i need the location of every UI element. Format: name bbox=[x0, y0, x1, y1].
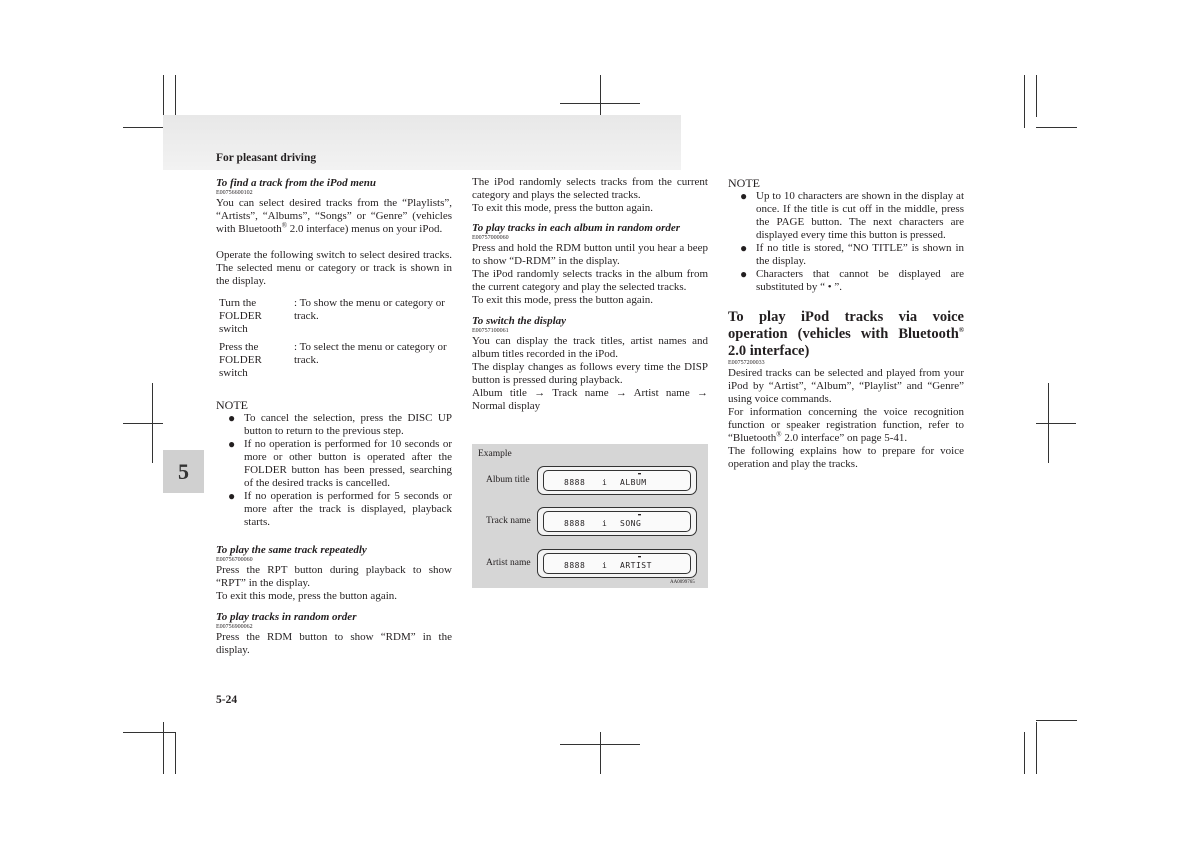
note-item bbox=[728, 242, 964, 268]
ref-code: E00757000060 bbox=[472, 235, 509, 241]
lcd-screen bbox=[543, 511, 691, 532]
lcd-number: 8888 bbox=[564, 519, 586, 528]
note-text: If no operation is performed for 5 seconds or more after the track is displayed, playback starts. bbox=[244, 490, 452, 528]
note-item bbox=[216, 438, 452, 490]
bullet-icon: ● bbox=[228, 489, 236, 503]
heading-album-random: To play tracks in each album in random order bbox=[472, 222, 681, 234]
lcd-value: ARTIST bbox=[620, 561, 652, 570]
switch-result: : To show the menu or category or track. bbox=[294, 297, 445, 322]
text: For information concerning the voice recognition function or speaker registration function, refer to “Bluetooth bbox=[728, 406, 964, 444]
display-label: Track name bbox=[486, 516, 531, 526]
note-title: NOTE bbox=[728, 176, 760, 190]
lcd-indicator-icon: ▬ bbox=[638, 471, 642, 477]
crop-mark bbox=[1036, 722, 1037, 774]
switch-table bbox=[216, 297, 452, 336]
paragraph: To exit this mode, press the button again. bbox=[472, 294, 654, 306]
ref-code: E00757100061 bbox=[472, 328, 509, 334]
crop-mark bbox=[163, 722, 164, 774]
chapter-number: 5 bbox=[178, 458, 189, 484]
lcd-mark: i bbox=[602, 519, 608, 528]
crop-mark bbox=[175, 75, 176, 117]
crop-mark bbox=[1024, 75, 1025, 128]
lcd-screen bbox=[543, 553, 691, 574]
text: To play iPod tracks via voice operation (vehicles with Bluetooth bbox=[728, 309, 964, 342]
ref-code: E00756900062 bbox=[216, 624, 253, 630]
registered-mark: ® bbox=[958, 326, 964, 335]
heading-voice-operation bbox=[728, 309, 964, 360]
right-column bbox=[728, 177, 964, 471]
crop-mark bbox=[600, 732, 601, 774]
paragraph bbox=[728, 406, 964, 445]
paragraph bbox=[216, 197, 452, 236]
crop-mark bbox=[1036, 75, 1037, 117]
display-label: Album title bbox=[486, 475, 530, 485]
paragraph: The following explains how to prepare for voice operation and play the tracks. bbox=[728, 445, 964, 470]
paragraph: Operate the following switch to select desired tracks. The selected menu or category or track is shown in the display. bbox=[216, 249, 452, 287]
paragraph: The display changes as follows every time the DISP button is pressed during playback. bbox=[472, 361, 708, 386]
bullet-icon: ● bbox=[228, 411, 236, 425]
switch-table bbox=[216, 341, 452, 380]
switch-result: : To select the menu or category or track. bbox=[294, 341, 447, 366]
registered-mark: ® bbox=[281, 221, 288, 230]
page-number: 5-24 bbox=[216, 694, 238, 706]
section-title: For pleasant driving bbox=[216, 152, 317, 164]
note-item bbox=[728, 268, 964, 294]
display-label: Artist name bbox=[486, 558, 531, 568]
lcd-indicator-icon: ▬ bbox=[638, 512, 642, 518]
lcd-number: 8888 bbox=[564, 561, 586, 570]
note-item bbox=[216, 490, 452, 529]
crop-mark bbox=[1036, 720, 1077, 721]
text: You can select desired tracks from the “Playlists”, “Artists”, “Albums”, “Songs” or “Genre” (vehicles with Bluetooth bbox=[216, 197, 452, 235]
ref-code: E00757200033 bbox=[728, 360, 765, 366]
chapter-tab bbox=[163, 450, 204, 493]
text: 2.0 interface” on page 5-41. bbox=[781, 432, 908, 444]
bullet-icon: ● bbox=[740, 241, 748, 255]
paragraph: You can display the track titles, artist names and album titles recorded in the iPod. bbox=[472, 335, 708, 360]
lcd-screen bbox=[543, 470, 691, 491]
lcd-value: SONG bbox=[620, 519, 642, 528]
note-title: NOTE bbox=[216, 398, 248, 412]
paragraph: Press the RDM button to show “RDM” in the display. bbox=[216, 631, 452, 656]
crop-mark bbox=[123, 423, 163, 424]
note-text: To cancel the selection, press the DISC UP button to return to the previous step. bbox=[244, 412, 452, 437]
text: 2.0 interface) menus on your iPod. bbox=[287, 223, 443, 235]
bullet-icon: ● bbox=[228, 437, 236, 451]
crop-mark bbox=[1036, 127, 1077, 128]
bullet-icon: ● bbox=[740, 189, 748, 203]
paragraph: Press and hold the RDM button until you hear a beep to show “D-RDM” in the display. bbox=[472, 242, 708, 267]
registered-mark: ® bbox=[776, 430, 782, 439]
left-column bbox=[216, 177, 452, 657]
switch-action: Turn the FOLDER switch bbox=[219, 297, 262, 335]
crop-mark bbox=[1024, 732, 1025, 774]
lcd-display bbox=[537, 549, 697, 578]
heading-find-track: To find a track from the iPod menu bbox=[216, 177, 377, 189]
note-text: Up to 10 characters are shown in the display at once. If the title is cut off in the middle, press the PAGE button. The next characters are displayed every time this button is pressed. bbox=[756, 190, 964, 241]
paragraph: Album title → Track name → Artist name → Normal display bbox=[472, 387, 708, 412]
note-item bbox=[728, 190, 964, 242]
heading-switch-display: To switch the display bbox=[472, 315, 567, 327]
crop-mark bbox=[560, 744, 640, 745]
paragraph: Desired tracks can be selected and played from your iPod by “Artist”, “Album”, “Playlist” and “Genre” using voice commands. bbox=[728, 367, 964, 405]
heading-repeat: To play the same track repeatedly bbox=[216, 544, 367, 556]
note-text: If no title is stored, “NO TITLE” is shown in the display. bbox=[756, 242, 964, 267]
example-title: Example bbox=[478, 449, 512, 459]
lcd-display bbox=[537, 507, 697, 536]
paragraph: Press the RPT button during playback to show “RPT” in the display. bbox=[216, 564, 452, 589]
ref-code: E00756700060 bbox=[216, 557, 253, 563]
crop-mark bbox=[560, 103, 640, 104]
switch-action: Press the FOLDER switch bbox=[219, 341, 262, 379]
paragraph: To exit this mode, press the button again. bbox=[472, 202, 654, 214]
bullet-icon: ● bbox=[740, 267, 748, 281]
text: 2.0 interface) bbox=[728, 343, 810, 359]
heading-random: To play tracks in random order bbox=[216, 611, 357, 623]
note-text: Characters that cannot be displayed are substituted by “ • ”. bbox=[756, 268, 964, 293]
note-item bbox=[216, 412, 452, 438]
note-text: If no operation is performed for 10 seconds or more or other button is operated after the FOLDER button has been pressed, searching of the desired tracks is cancelled. bbox=[244, 438, 452, 489]
paragraph: To exit this mode, press the button again. bbox=[216, 590, 398, 602]
lcd-display bbox=[537, 466, 697, 495]
lcd-value: ALBUM bbox=[620, 478, 647, 487]
figure-code: AA0099765 bbox=[670, 580, 695, 585]
lcd-number: 8888 bbox=[564, 478, 586, 487]
lcd-mark: i bbox=[602, 478, 608, 487]
crop-mark bbox=[163, 75, 164, 117]
crop-mark bbox=[123, 732, 175, 733]
paragraph: The iPod randomly selects tracks from the current category and plays the selected tracks. bbox=[472, 176, 708, 201]
lcd-indicator-icon: ▬ bbox=[638, 554, 642, 560]
paragraph: The iPod randomly selects tracks in the album from the current category and play the selected tracks. bbox=[472, 268, 708, 293]
lcd-mark: i bbox=[602, 561, 608, 570]
crop-mark bbox=[1036, 423, 1076, 424]
ref-code: E00756600102 bbox=[216, 190, 253, 196]
crop-mark bbox=[175, 732, 176, 774]
middle-column bbox=[472, 176, 708, 413]
